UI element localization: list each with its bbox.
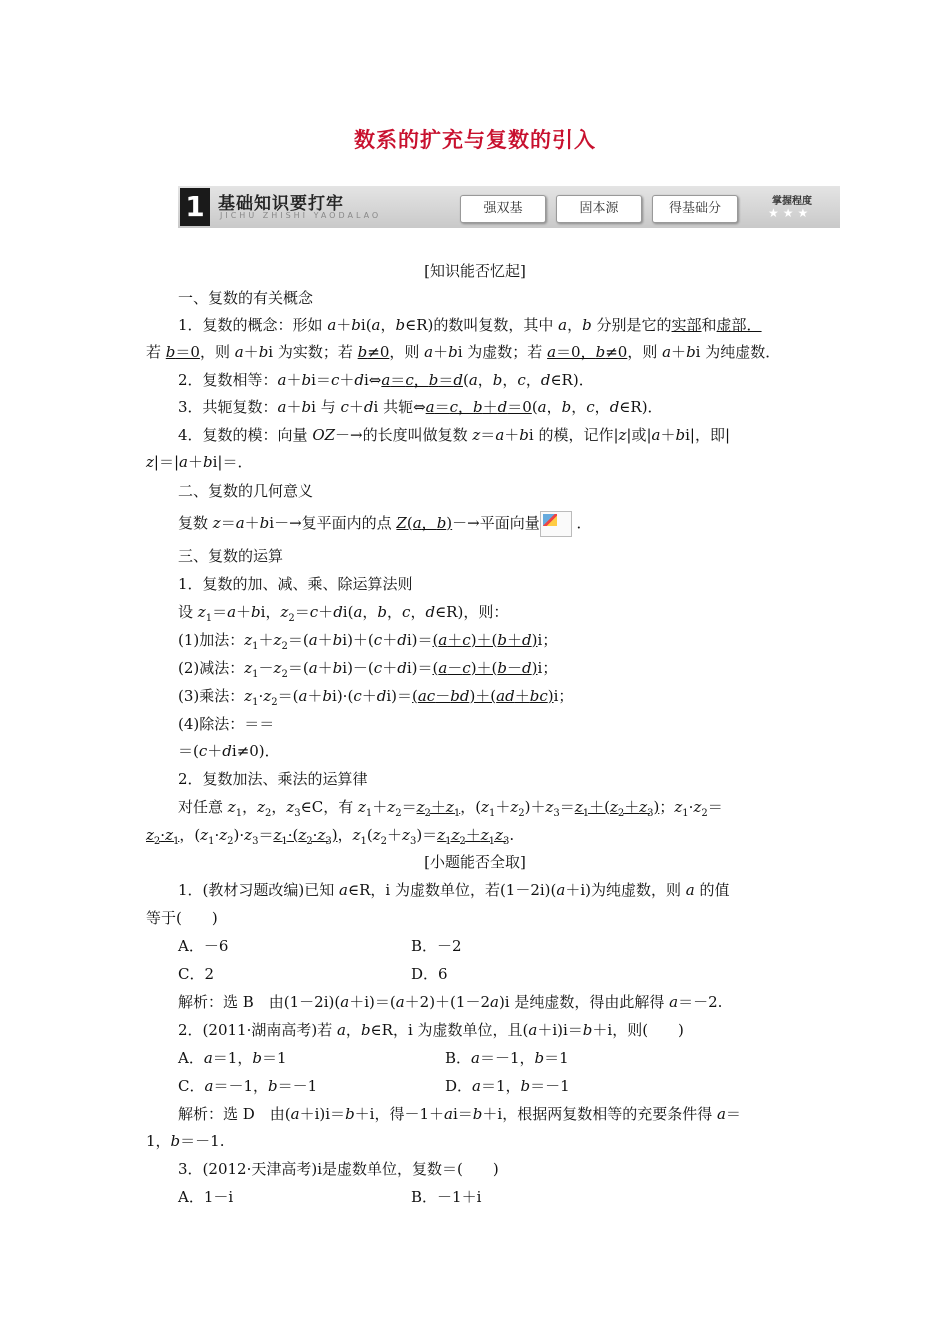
banner-heading: 基础知识要打牢 <box>218 194 344 214</box>
paragraph: $z_2\cdot z_1$，$(z_1\cdot z_2)\cdot z_3=z_1\cdot(z_2\cdot z_3)$，$z_1(z_2+z_3)=z_1z_2+z_1z_3$. <box>146 826 515 847</box>
question-2-solution-cont: 1，b＝－1. <box>146 1132 225 1150</box>
heading-concepts: 一、复数的有关概念 <box>178 289 314 307</box>
section-label-recall: [知识能否忆起] <box>424 262 526 280</box>
paragraph: 设 $z_1=a+bi$，$z_2=c+di(a$，b，c，d∈R)，则： <box>178 603 509 624</box>
subheading-rules: 1．复数的加、减、乘、除运算法则 <box>178 575 413 593</box>
paragraph: 对任意 $z_1$，$z_2$，$z_3\in C$，有 $z_1+z_2=z_2+z_1$，$(z_1+z_2)+z_3=z_1+(z_2+z_3)$；$z_1\cdot z_2=$ <box>178 798 723 819</box>
formula-subtraction: (2)减法：$z_1-z_2=(a+bi)-(c+di)=(a-c)+(b-d)i$； <box>178 659 558 680</box>
subheading-laws: 2．复数加法、乘法的运算律 <box>178 770 368 788</box>
star-icon: ★★★ <box>768 206 813 220</box>
paragraph: 4．复数的模：向量 OZ－→的长度叫做复数 z＝a＋bi 的模，记作|z|或|a＋bi|，即| <box>178 426 731 444</box>
option-a: A．－6 <box>178 937 229 955</box>
vector-image-icon <box>540 511 572 537</box>
heading-geometry: 二、复数的几何意义 <box>178 482 314 500</box>
question-1-solution: 解析：选 B 由(1－2i)(a＋i)＝(a＋2)＋(1－2a)i 是纯虚数，得由此解得 a＝－2. <box>178 993 723 1011</box>
formula-addition: (1)加法：$z_1+z_2=(a+bi)+(c+di)=(a+c)+(b+d)i$； <box>178 631 558 652</box>
formula-division-cont: ＝(c＋di≠0)． <box>178 742 280 760</box>
option-a: A．a＝1，b＝1 <box>178 1049 287 1067</box>
option-b: B．－2 <box>411 937 462 955</box>
paragraph: 3．共轭复数：a＋bi 与 c＋di 共轭⇔a＝c，b＋d＝0(a，b，c，d∈R)． <box>178 398 663 416</box>
section-label-quiz: [小题能否全取] <box>424 853 526 871</box>
paragraph: z|＝|a＋bi|＝． <box>146 453 253 471</box>
question-2-solution: 解析：选 D 由(a＋i)i＝b＋i，得－1＋ai＝b＋i，根据两复数相等的充要条件得 a＝ <box>178 1105 741 1123</box>
option-b: B．a＝－1，b＝1 <box>445 1049 569 1067</box>
section-banner <box>178 186 840 228</box>
option-c: C．2 <box>178 965 215 983</box>
option-d: D．6 <box>411 965 448 983</box>
paragraph: 若 b＝0，则 a＋bi 为实数；若 b≠0，则 a＋bi 为虚数；若 a＝0，b≠0，则 a＋bi 为纯虚数． <box>146 343 781 361</box>
paragraph: 2．复数相等：a＋bi＝c＋di⇔a＝c，b＝d(a，b，c，d∈R)． <box>178 371 594 389</box>
banner-pinyin: JICHU ZHISHI YAODALAO <box>220 211 382 220</box>
formula-multiplication: (3)乘法：$z_1\cdot z_2=(a+bi)\cdot(c+di)=(ac-bd)+(ad+bc)i$； <box>178 687 574 708</box>
question-1-stem-cont: 等于( ) <box>146 909 218 927</box>
question-1-stem: 1．(教材习题改编)已知 a∈R，i 为虚数单位，若(1－2i)(a＋i)为纯虚数，则 a 的值 <box>178 881 730 899</box>
banner-button-gubenyuan[interactable]: 固本源 <box>556 195 642 223</box>
question-2-stem: 2．(2011·湖南高考)若 a，b∈R，i 为虚数单位，且(a＋i)i＝b＋i，则( ) <box>178 1021 684 1039</box>
page-title: 数系的扩充与复数的引入 <box>354 127 596 152</box>
paragraph: 复数 z＝a＋bi－→复平面内的点 Z(a，b)－→平面向量 ． <box>178 511 592 537</box>
option-d: D．a＝1，b＝－1 <box>445 1077 570 1095</box>
option-c: C．a＝－1，b＝－1 <box>178 1077 318 1095</box>
option-a: A．1－i <box>178 1188 234 1206</box>
mastery-level-label: 掌握程度 <box>772 196 812 207</box>
heading-operations: 三、复数的运算 <box>178 547 284 565</box>
paragraph: 1．复数的概念：形如 a＋bi(a，b∈R)的数叫复数，其中 a，b 分别是它的实部和虚部． <box>178 316 762 334</box>
banner-button-dejichufen[interactable]: 得基础分 <box>652 195 738 223</box>
formula-division: (4)除法：＝＝ <box>178 715 275 733</box>
question-3-stem: 3．(2012·天津高考)i是虚数单位，复数＝( ) <box>178 1160 499 1178</box>
option-b: B．－1＋i <box>411 1188 482 1206</box>
banner-number: 1 <box>180 188 210 226</box>
banner-button-qiangshuangji[interactable]: 强双基 <box>460 195 546 223</box>
